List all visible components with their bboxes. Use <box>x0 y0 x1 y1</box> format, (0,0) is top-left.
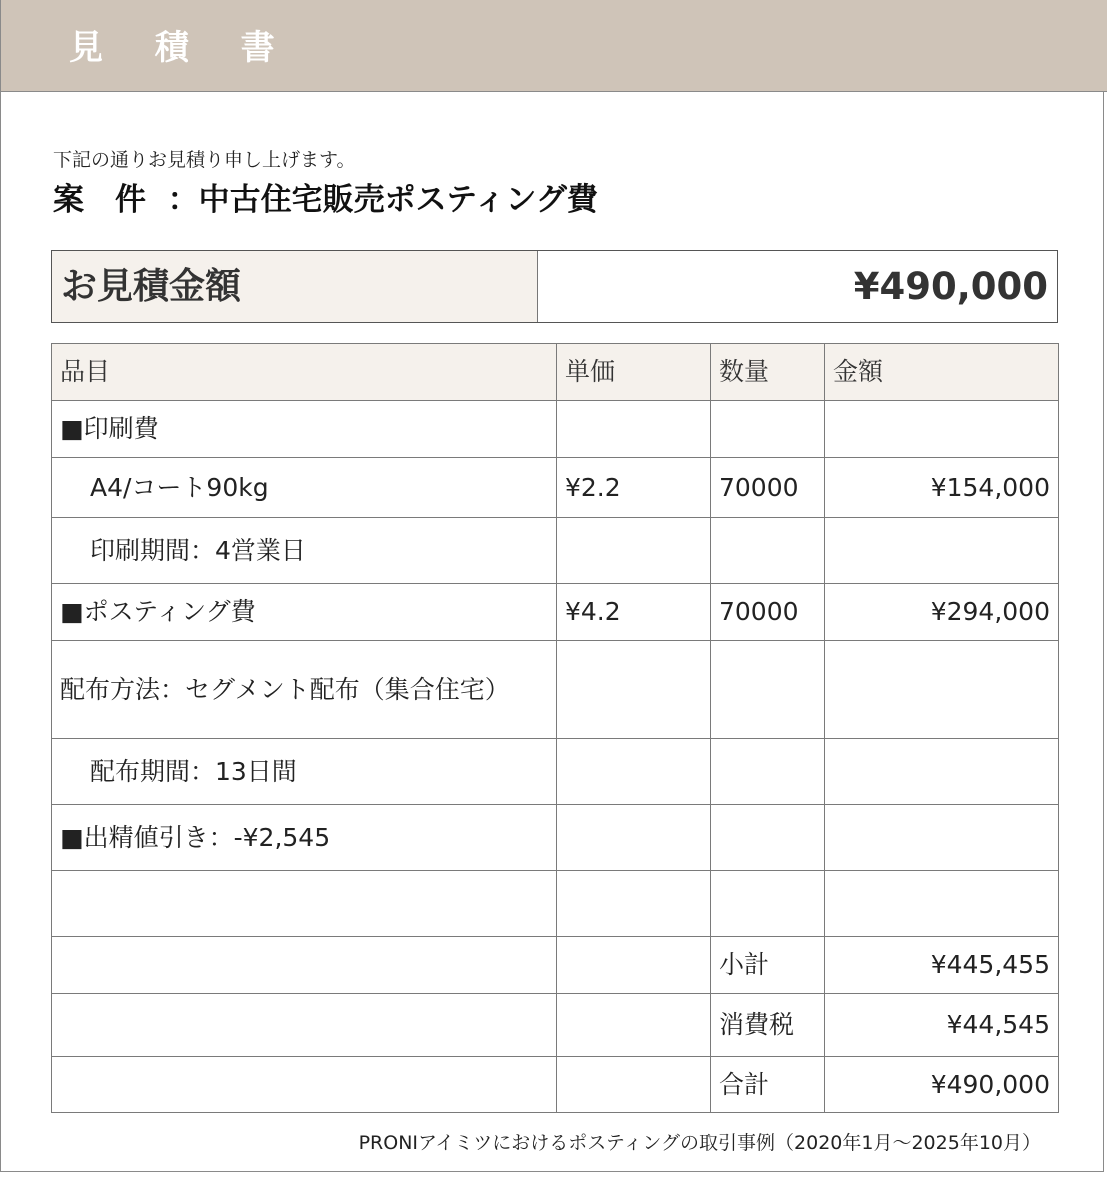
unit-price-cell <box>557 641 711 739</box>
item-cell: ■ポスティング費 <box>52 584 557 641</box>
quantity-cell <box>711 739 825 805</box>
item-cell <box>52 871 557 937</box>
table-row <box>52 584 1059 641</box>
table-header-row <box>52 344 1059 401</box>
item-cell: ■出精値引き：-¥2,545 <box>52 805 557 871</box>
unit-price-cell <box>557 401 711 458</box>
amount-cell <box>825 871 1059 937</box>
table-row <box>52 871 1059 937</box>
empty-cell <box>557 937 711 994</box>
quantity-cell <box>711 805 825 871</box>
empty-cell <box>557 994 711 1057</box>
tax-value: ¥44,545 <box>825 994 1059 1057</box>
grand-total-row <box>52 1057 1059 1113</box>
subject-separator: ： <box>167 182 199 218</box>
amount-cell: ¥294,000 <box>825 584 1059 641</box>
line-items-table <box>51 343 1059 1113</box>
amount-cell: ¥154,000 <box>825 458 1059 518</box>
estimate-total-value: ¥490,000 <box>853 265 1048 308</box>
estimate-total-box <box>51 250 1058 323</box>
document-title: 見 積 書 <box>69 28 295 68</box>
subtotal-label: 小計 <box>711 937 825 994</box>
empty-cell <box>52 937 557 994</box>
document-header-band <box>1 0 1107 92</box>
subject-label: 案 件 <box>53 182 146 218</box>
unit-price-cell <box>557 871 711 937</box>
item-cell: 印刷期間：4営業日 <box>52 518 557 584</box>
column-header-amount: 金額 <box>825 344 1059 401</box>
item-cell: A4/コート90kg <box>52 458 557 518</box>
tax-label: 消費税 <box>711 994 825 1057</box>
subtotal-row <box>52 937 1059 994</box>
empty-cell <box>557 1057 711 1113</box>
source-footnote: PRONIアイミツにおけるポスティングの取引事例（2020年1月〜2025年10月） <box>358 1132 1041 1154</box>
item-cell: 配布方法：セグメント配布（集合住宅） <box>52 641 557 739</box>
column-header-quantity: 数量 <box>711 344 825 401</box>
unit-price-cell <box>557 805 711 871</box>
item-cell: 配布期間：13日間 <box>52 739 557 805</box>
quantity-cell: 70000 <box>711 458 825 518</box>
subject-value: 中古住宅販売ポスティング費 <box>198 182 598 218</box>
quantity-cell <box>711 518 825 584</box>
intro-text: 下記の通りお見積り申し上げます。 <box>53 149 356 171</box>
table-row <box>52 739 1059 805</box>
table-row <box>52 805 1059 871</box>
unit-price-cell <box>557 518 711 584</box>
amount-cell <box>825 641 1059 739</box>
grand-total-label: 合計 <box>711 1057 825 1113</box>
amount-cell <box>825 401 1059 458</box>
table-row <box>52 458 1059 518</box>
amount-cell <box>825 518 1059 584</box>
column-header-unit-price: 単価 <box>557 344 711 401</box>
quantity-cell <box>711 641 825 739</box>
amount-cell <box>825 805 1059 871</box>
subject-line <box>53 180 598 220</box>
table-row <box>52 641 1059 739</box>
quantity-cell: 70000 <box>711 584 825 641</box>
quantity-cell <box>711 401 825 458</box>
item-cell: ■印刷費 <box>52 401 557 458</box>
empty-cell <box>52 1057 557 1113</box>
quantity-cell <box>711 871 825 937</box>
table-row <box>52 401 1059 458</box>
subtotal-value: ¥445,455 <box>825 937 1059 994</box>
empty-cell <box>52 994 557 1057</box>
grand-total-value: ¥490,000 <box>825 1057 1059 1113</box>
unit-price-cell: ¥4.2 <box>557 584 711 641</box>
tax-row <box>52 994 1059 1057</box>
table-row <box>52 518 1059 584</box>
unit-price-cell: ¥2.2 <box>557 458 711 518</box>
column-header-item: 品目 <box>52 344 557 401</box>
amount-cell <box>825 739 1059 805</box>
unit-price-cell <box>557 739 711 805</box>
estimate-total-label: お見積金額 <box>52 251 538 322</box>
